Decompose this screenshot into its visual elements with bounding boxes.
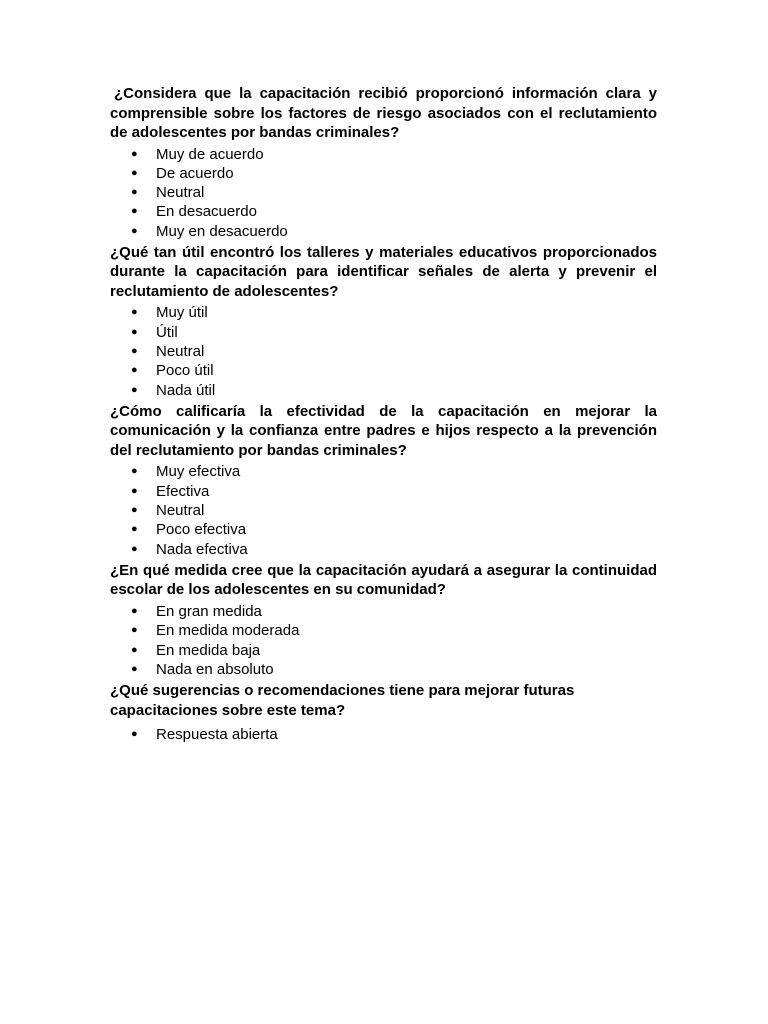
list-item: ● Poco efectiva: [131, 521, 247, 539]
question-4: ¿En qué medida cree que la capacitación ayudará a asegurar la continuidad escolar de los adolescentes en su comunidad?: [110, 561, 657, 599]
question-4-options: [110, 602, 657, 679]
list-item: ● En medida moderada: [131, 622, 300, 640]
list-item: ● Muy útil: [131, 304, 208, 322]
list-item: ● Nada útil: [131, 381, 216, 399]
bullet-icon: ●: [131, 484, 138, 497]
list-item: ● En gran medida: [131, 602, 262, 620]
bullet-icon: ●: [131, 345, 138, 358]
question-5-options: [110, 725, 657, 744]
bullet-icon: ●: [131, 465, 138, 478]
question-2: ¿Qué tan útil encontró los talleres y materiales educativos proporcionados durante la capacitación para identificar señales de alerta y prevenir el reclutamiento de adolescentes?: [110, 243, 657, 300]
list-item: ● En medida baja: [131, 641, 261, 659]
bullet-icon: ●: [131, 624, 138, 637]
bullet-icon: ●: [131, 542, 138, 555]
question-1-options: [110, 145, 657, 241]
list-item: ● Neutral: [131, 343, 205, 361]
question-5: ¿Qué sugerencias o recomendaciones tiene para mejorar futuras capacitaciones sobre este tema?: [110, 682, 575, 719]
question-3: ¿Cómo calificaría la efectividad de la capacitación en mejorar la comunicación y la confianza entre padres e hijos respecto a la prevención del reclutamiento por bandas criminales?: [110, 402, 657, 459]
bullet-icon: ●: [131, 205, 138, 218]
bullet-icon: ●: [131, 147, 138, 160]
list-item: ● Poco útil: [131, 362, 214, 380]
list-item: ● De acuerdo: [131, 164, 234, 182]
list-item: ● Efectiva: [131, 482, 210, 500]
list-item: ● En desacuerdo: [131, 203, 257, 221]
list-item: ● Muy en desacuerdo: [131, 222, 288, 240]
bullet-icon: ●: [131, 504, 138, 517]
list-item: ● Muy de acuerdo: [131, 145, 264, 163]
bullet-icon: ●: [131, 604, 138, 617]
question-2-options: [110, 303, 657, 399]
question-3-options: [110, 462, 657, 558]
list-item: ● Neutral: [131, 184, 205, 202]
bullet-icon: ●: [131, 186, 138, 199]
bullet-icon: ●: [131, 166, 138, 179]
bullet-icon: ●: [131, 643, 138, 656]
list-item: ● Nada efectiva: [131, 540, 248, 558]
list-item: ● Respuesta abierta: [131, 726, 278, 744]
list-item: ● Nada en absoluto: [131, 660, 274, 678]
question-1: ¿Considera que la capacitación recibió proporcionó información clara y comprensible sobre los factores de riesgo asociados con el reclutamiento de adolescentes por bandas criminales?: [110, 85, 657, 141]
bullet-icon: ●: [131, 728, 138, 741]
list-item: ● Muy efectiva: [131, 463, 241, 481]
survey-document: [110, 84, 657, 746]
bullet-icon: ●: [131, 662, 138, 675]
bullet-icon: ●: [131, 523, 138, 536]
bullet-icon: ●: [131, 325, 138, 338]
bullet-icon: ●: [131, 306, 138, 319]
list-item: ● Neutral: [131, 502, 205, 520]
bullet-icon: ●: [131, 383, 138, 396]
bullet-icon: ●: [131, 224, 138, 237]
list-item: ● Útil: [131, 323, 178, 341]
bullet-icon: ●: [131, 364, 138, 377]
